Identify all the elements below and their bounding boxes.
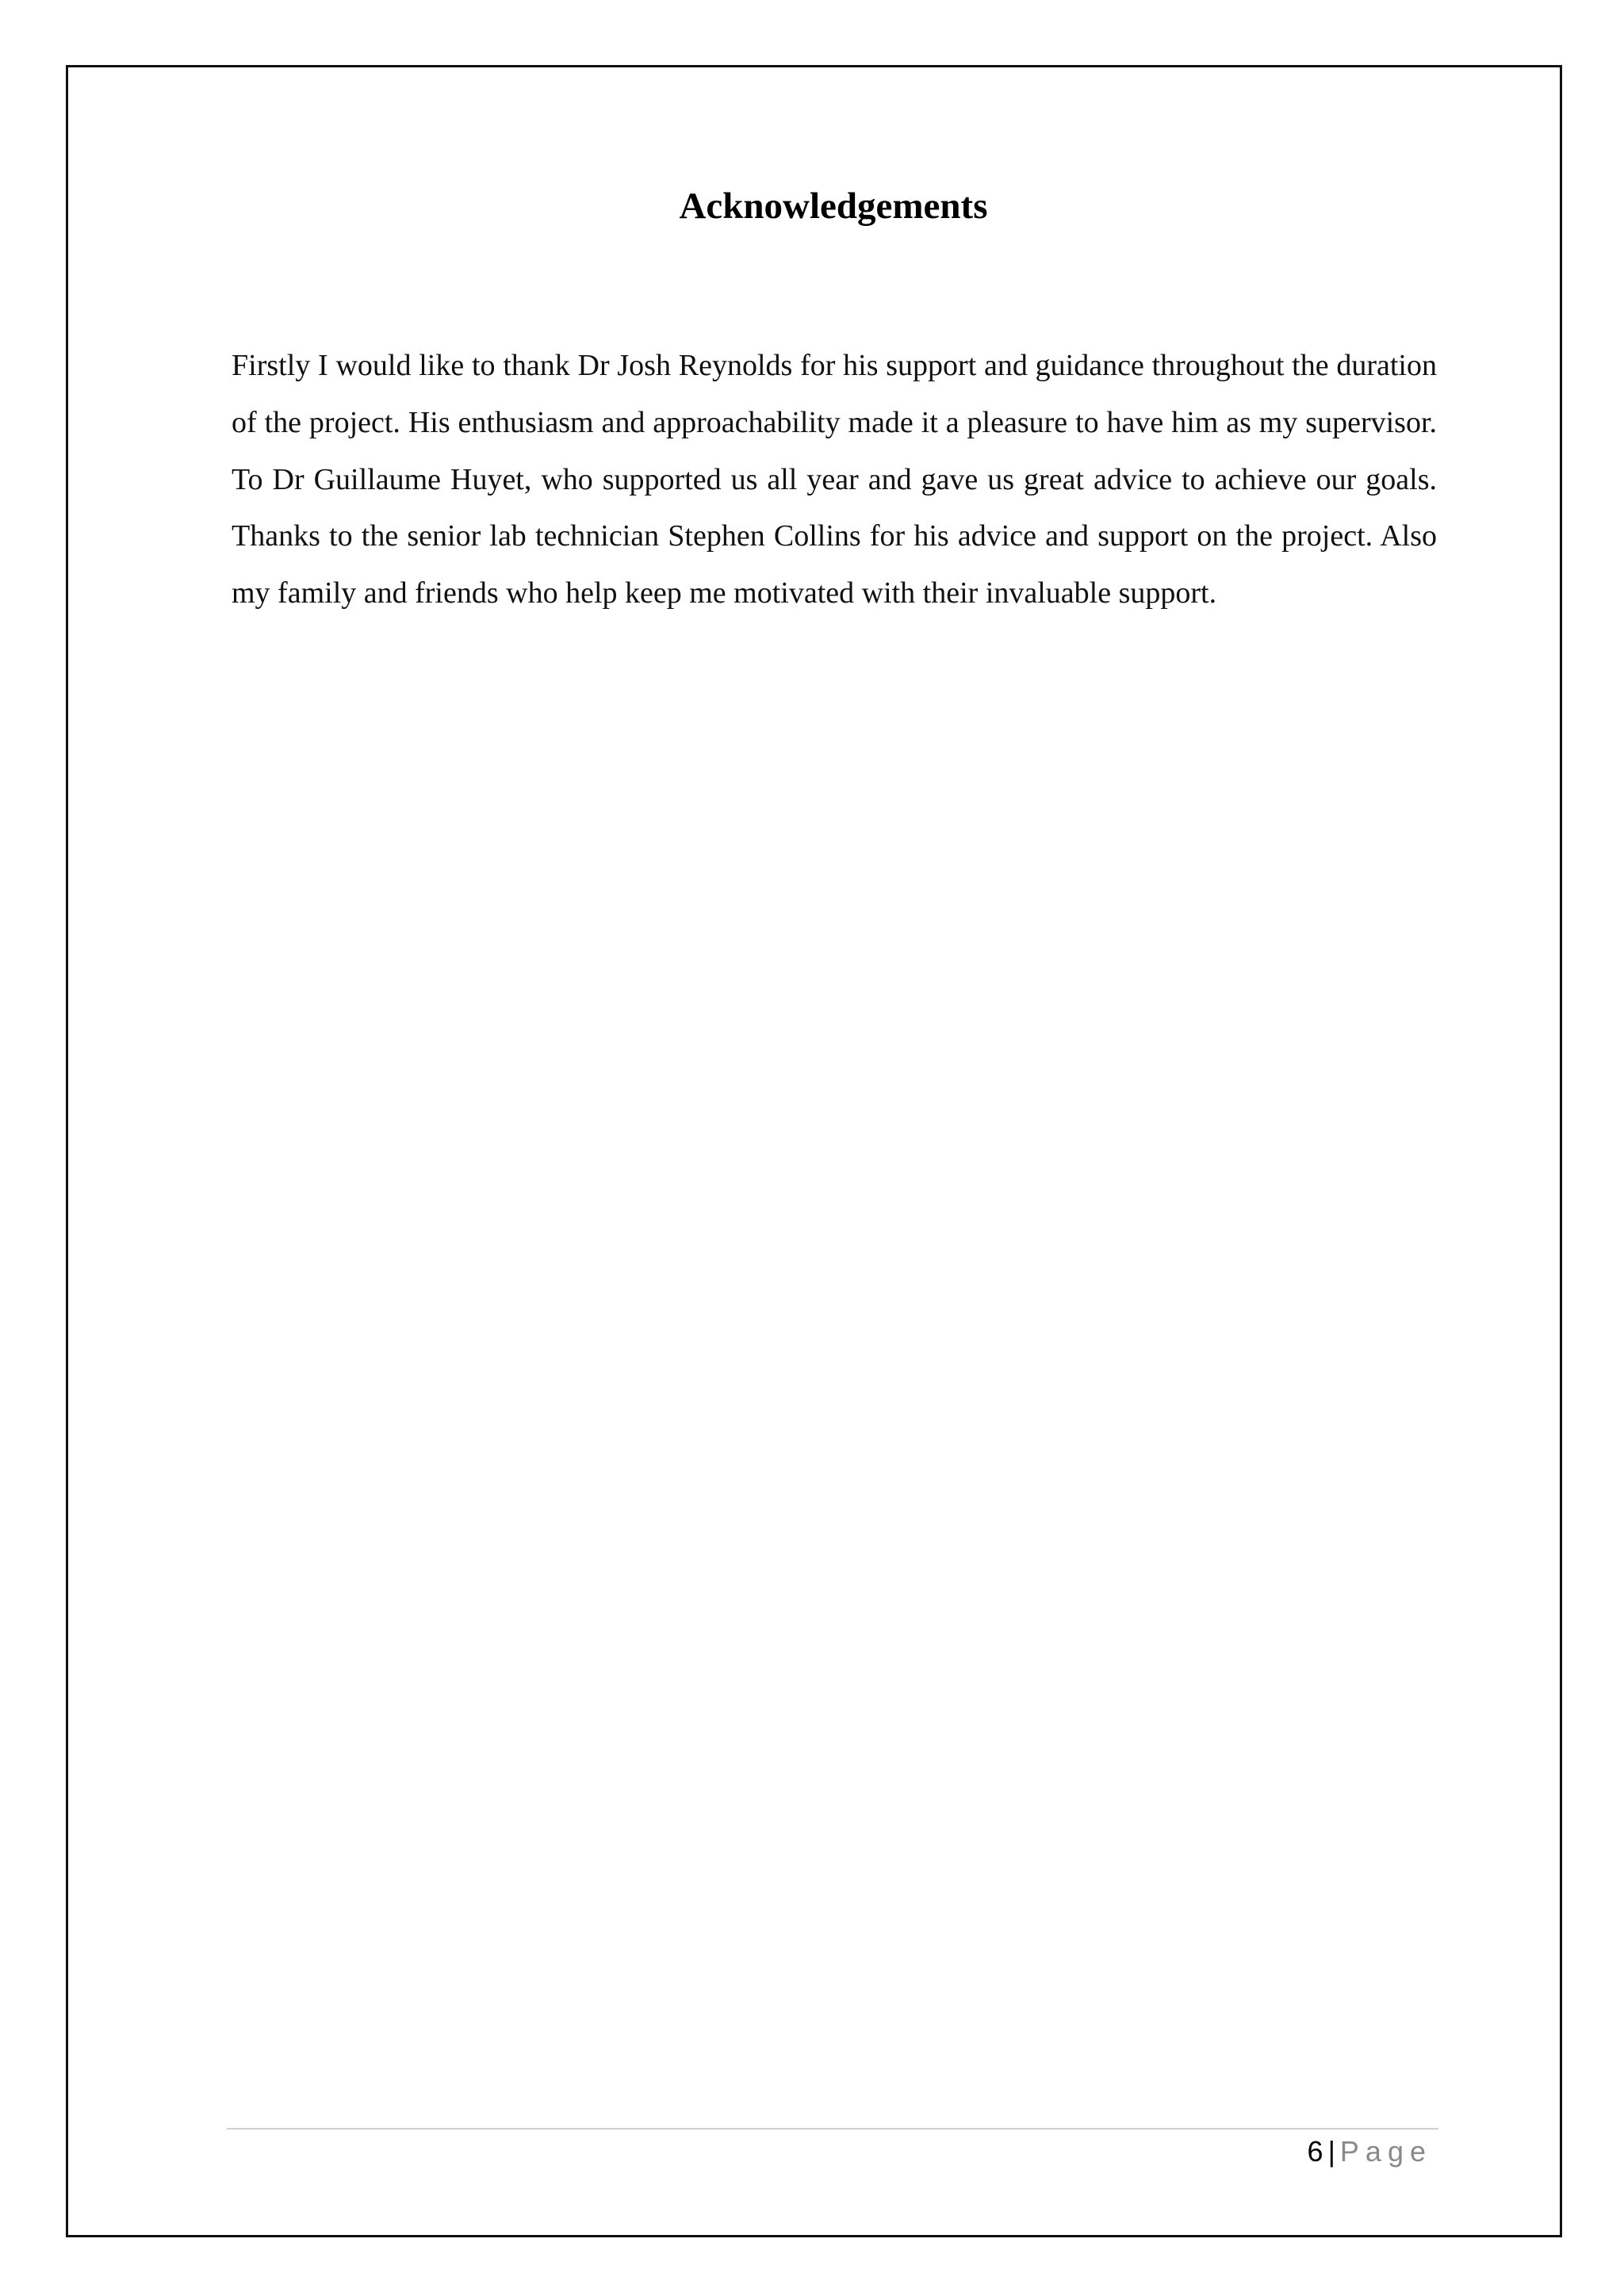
page-title: Acknowledgements [679,186,988,227]
page-number: 6 [1307,2135,1323,2168]
footer-divider [227,2128,1438,2130]
acknowledgements-paragraph: Firstly I would like to thank Dr Josh Reynolds for his support and guidance throughout the duration of the project. His enthusiasm and approachability made it a pleasure to have him as my supervisor. To Dr Guillaume Huyet, who supported us all year and gave us great advice to achieve our goals. Thanks to the senior lab technician Stephen Collins for his advice and support on the project. Also my family and friends who help keep me motivated with their invaluable support. [232,349,1437,610]
page-separator: | [1327,2135,1335,2168]
page-footer [1308,2130,1432,2174]
page-label: Page [1339,2135,1432,2168]
